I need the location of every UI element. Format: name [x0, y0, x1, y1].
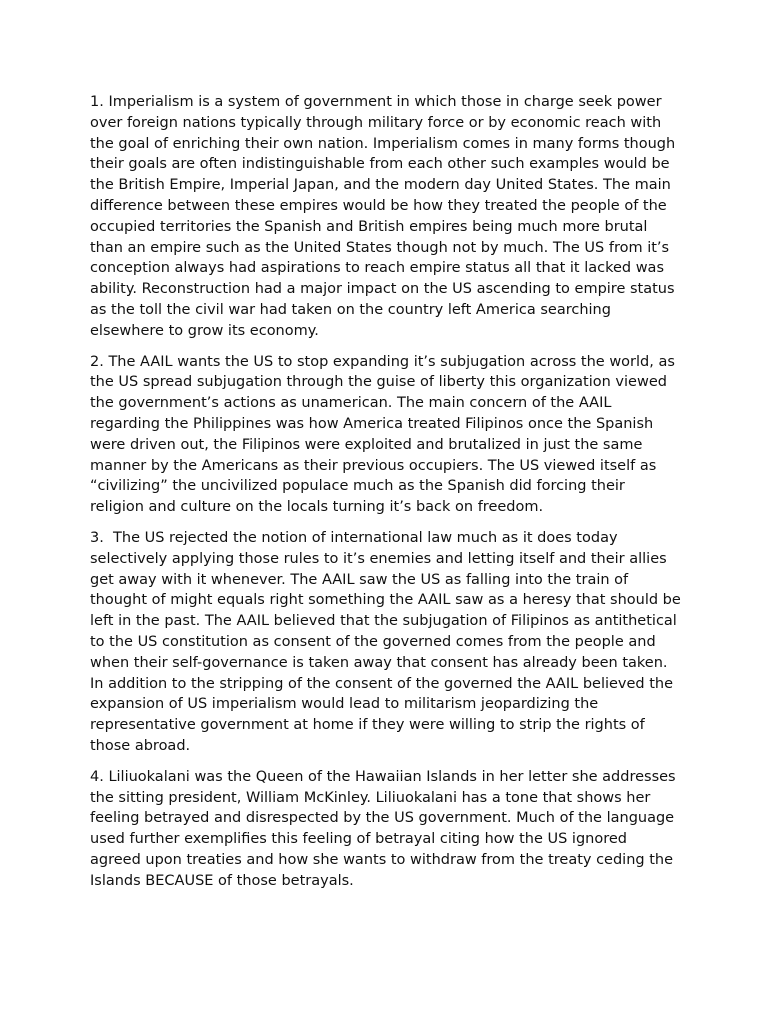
paragraph-1: 1. Imperialism is a system of government in which those in charge seek power over foreign nations typically through military force or by economic reach with the goal of enriching their own nation. Imperialism comes in many forms though their goals are often indistinguishable from each other such examples would be the British Empire, Imperial Japan, and the modern day United States. The main difference between these empires would be how they treated the people of the occupied territories the Spanish and British empires being much more brutal than an empire such as the United States though not by much. The US from it’s conception always had aspirations to reach empire status all that it lacked was ability. Reconstruction had a major impact on the US ascending to empire status as the toll the civil war had taken on the country left America searching elsewhere to grow its economy.	[90, 94, 680, 339]
paragraph-4: 4. Liliuokalani was the Queen of the Hawaiian Islands in her letter she addresses the sitting president, William McKinley. Liliuokalani has a tone that shows her feeling betrayed and disrespected by the US government. Much of the language used further exemplifies this feeling of betrayal citing how the US ignored agreed upon treaties and how she wants to withdraw from the treaty ceding the Islands BECAUSE of those betrayals.	[90, 768, 681, 889]
paragraph-2: 2. The AAIL wants the US to stop expanding it’s subjugation across the world, as the US spread subjugation through the guise of liberty this organization viewed the government’s actions as unamerican. The main concern of the AAIL regarding the Philippines was how America treated Filipinos once the Spanish were driven out, the Filipinos were exploited and brutalized in just the same manner by the Americans as their previous occupiers. The US viewed itself as “civilizing” the uncivilized populace much as the Spanish did forcing their religion and culture on the locals turning it’s back on freedom.	[90, 353, 680, 516]
document-body	[90, 92, 686, 901]
paragraph-3: 3. The US rejected the notion of international law much as it does today selectively applying those rules to it’s enemies and letting itself and their allies get away with it whenever. The AAIL saw the US as falling into the train of thought of might equals right something the AAIL saw as a heresy that should be left in the past. The AAIL believed that the subjugation of Filipinos as antithetical to the US constitution as consent of the governed comes from the people and when their self-governance is taken away that consent has already been taken. In addition to the stripping of the consent of the governed the AAIL believed the expansion of US imperialism would lead to militarism jeopardizing the representative government at home if they were willing to strip the rights of those abroad.	[90, 529, 686, 754]
